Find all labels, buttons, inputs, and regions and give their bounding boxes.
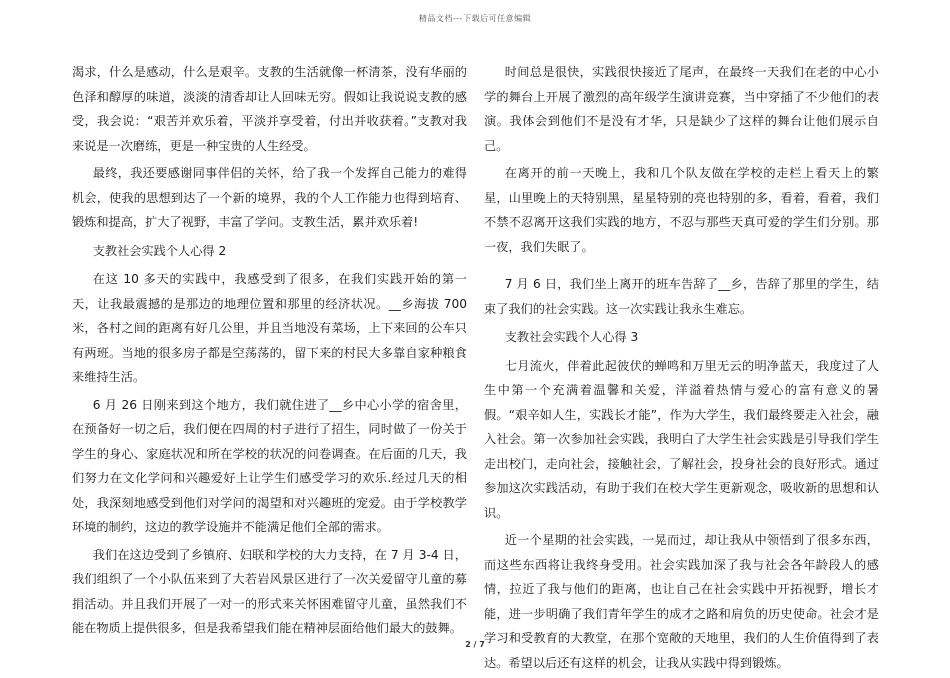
paragraph: 6 月 26 日刚来到这个地方，我们就住进了__乡中心小学的宿舍里，在预备好一切之后，我们便在四周的村子进行了招生，同时做了一份关于学生的身心、家庭状况和所在学校的状况的问卷调查。在后面的几天，我们努力在文化学问和兴趣爱好上让学生们感受学习的欢乐.经过几天的相处，我深刻地感受到他们对学问的渴望和对兴趣班的宠爱。由于学校教学环境的制约，这边的教学设施并不能满足他们全部的需求。 bbox=[72, 397, 467, 534]
paragraph: 7 月 6 日，我们坐上离开的班车告辞了__乡，告辞了那里的学生，结束了我们的社会实践。这一次实践让我永生难忘。 bbox=[484, 277, 879, 316]
paragraph: 时间总是很快，实践很快接近了尾声，在最终一天我们在老的中心小学的舞台上开展了激烈的高年级学生演讲竞赛，当中穿插了不少他们的表演。我体会到他们不是没有才华，只是缺少了这样的舞台让他们展示自己。 bbox=[484, 65, 879, 153]
paragraph: 我们在这边受到了乡镇府、妇联和学校的大力支持，在 7 月 3-4 日，我们组织了一个小队伍来到了大若岩风景区进行了一次关爱留守儿童的募捐活动。并且我们开展了一对一的形式来关怀困难留守儿童，虽然我们不能在物质上提供很多，但是我希望我们能在精神层面给他们最大的鼓舞。 bbox=[72, 547, 467, 635]
paragraph: 七月流火，伴着此起彼伏的蝉鸣和万里无云的明净蓝天，我度过了人生中第一个充满着温馨和关爱，洋溢着热情与爱心的富有意义的暑假。“艰辛如人生，实践长才能”，作为大学生，我们最终要走入社会，融入社会。第一次参加社会实践，我明白了大学生社会实践是引导我们学生走出校门，走向社会，接触社会，了解社会，投身社会的良好形式。通过参加这次实践活动，有助于我们在校大学生更新观念，吸收新的思想和认识。 bbox=[484, 358, 879, 520]
paragraph: 渴求，什么是感动，什么是艰辛。支教的生活就像一杯清茶，没有华丽的色泽和醇厚的味道，淡淡的清香却让人回味无穷。假如让我说说支教的感受，我会说：“艰苦并欢乐着，平淡并享受着，付出并收获着。”支教对我来说是一次磨练，更是一种宝贵的人生经受。 bbox=[72, 65, 467, 153]
section-heading: 支教社会实践个人心得 2 bbox=[92, 243, 227, 258]
section-heading: 支教社会实践个人心得 3 bbox=[504, 330, 639, 344]
paragraph: 最终，我还要感谢同事伴侣的关怀，给了我一个发挥自己能力的难得机会，使我的思想到达了一个新的境界，我的个人工作能力也得到培育、锻炼和提高，扩大了视野，丰富了学问。支教生活，累并欢乐着! bbox=[72, 166, 467, 229]
paragraph: 在这 10 多天的实践中，我感受到了很多，在我们实践开始的第一天，让我最震撼的是那边的地理位置和那里的经济状况。__乡海拔 700 米，各村之间的距离有好几公里，并且当地没有菜场，上下来回的公车只有两班。当地的很多房子都是空荡荡的，留下来的村民大多靠自家种粮食来维持生活。 bbox=[72, 272, 467, 384]
paragraph: 近一个星期的社会实践，一晃而过，却让我从中领悟到了很多东西，而这些东西将让我终身受用。社会实践加深了我与社会各年龄段人的感情，拉近了我与他们的距离，也让自己在社会实践中开拓视野，增长才能，进一步明确了我们青年学生的成才之路和肩负的历史使命。社会才是学习和受教育的大教堂，在那个宽敞的天地里，我们的人生价值得到了表达。希望以后还有这样的机会，让我从实践中得到锻炼。 bbox=[484, 533, 879, 670]
page-header: 精品文档---下载后可任意编辑 bbox=[418, 14, 532, 23]
page-number: 2 / 7 bbox=[465, 640, 485, 649]
paragraph: 在离开的前一天晚上，我和几个队友做在学校的走栏上看天上的繁星，山里晚上的天特别黑，星星特别的亮也特别的多，看着，看着，我们不禁不忍离开这我们实践的地方，不忍与那些天真可爱的学生们分别。那一夜，我们失眠了。 bbox=[484, 166, 879, 254]
right-column bbox=[484, 60, 879, 678]
left-column bbox=[72, 60, 467, 644]
